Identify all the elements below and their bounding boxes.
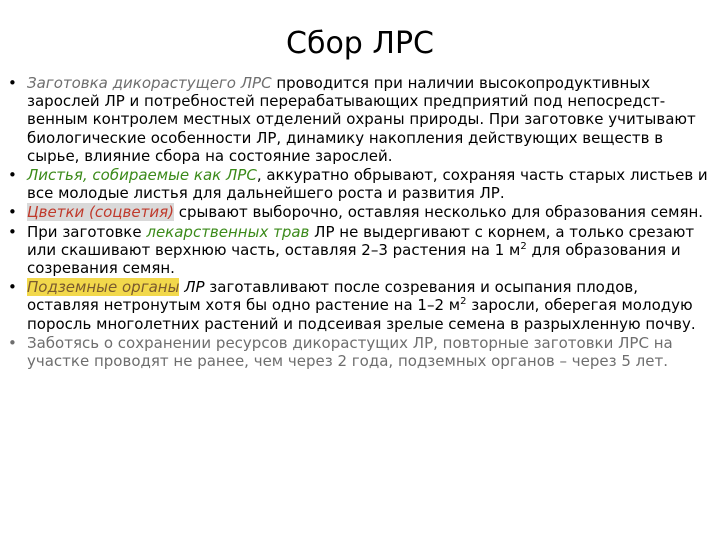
superscript: 2 [520, 240, 527, 252]
bullet-text: заросли, оберегая молодую поросль многолетних растений и подсеивая зрелые семена в разрыхленную почву. [27, 296, 696, 333]
bullet-text: , аккуратно обрывают, сохраняя часть старых листьев и все молодые листья для дальнейшего роста и развития ЛР. [27, 166, 708, 203]
bullet-dot: • [8, 203, 17, 222]
bullet-list [6, 74, 710, 371]
bullet-text: Заботясь о сохранении ресурсов дикорастущих ЛР, повторные заготовки ЛРС на участке проводят не ранее, чем через 2 года, подземных органов – через 5 лет. [27, 333, 673, 371]
bullet-emphasis: лекарственных трав [146, 222, 310, 241]
slide-title: Сбор ЛРС [286, 26, 434, 61]
bullet-dot: • [8, 278, 17, 297]
bullet-text: срывают выборочно, оставляя несколько для образования семян. [173, 203, 704, 222]
bullet-dot: • [8, 74, 17, 92]
bullet-item-underground [6, 278, 710, 333]
bullet-lead: Цветки (соцветия) [27, 203, 174, 222]
bullet-lead: Листья, собираемые как ЛРС [27, 166, 257, 185]
bullet-item-harvesting [6, 74, 710, 165]
bullet-text: ЛР не выдергивают с корнем, а только срезают или скашивают верхнюю часть, оставляя 2–3 растения на 1 м [27, 222, 695, 259]
bullet-emphasis: ЛР [179, 278, 205, 297]
bullet-text: для образования и созревания семян. [27, 240, 681, 278]
bullet-lead: Заготовка дикорастущего ЛРС [27, 74, 272, 92]
bullet-text: заготавливают после созревания и осыпания плодов, оставляя нетронутым хотя бы одно растение на 1–2 м [27, 278, 638, 315]
bullet-dot: • [8, 166, 17, 185]
bullet-text: проводится при наличии высокопродуктивных зарослей ЛР и потребностей перерабатывающих предприятий под непосредст-венным контролем местных отделений охраны природы. При заготовке учитывают биологические особенности ЛР, динамику накопления действующих веществ в сырье, влияние сбора на состояние зарослей. [27, 74, 696, 165]
bullet-dot: • [8, 222, 17, 241]
bullet-lead: Подземные органы [27, 278, 180, 297]
bullet-item-herbs [6, 223, 710, 278]
bullet-item-flowers [6, 203, 710, 221]
superscript: 2 [460, 296, 467, 308]
bullet-text: При заготовке [27, 222, 147, 241]
bullet-item-repeat [6, 334, 710, 370]
bullet-item-leaves [6, 166, 710, 202]
bullet-dot: • [8, 333, 17, 352]
